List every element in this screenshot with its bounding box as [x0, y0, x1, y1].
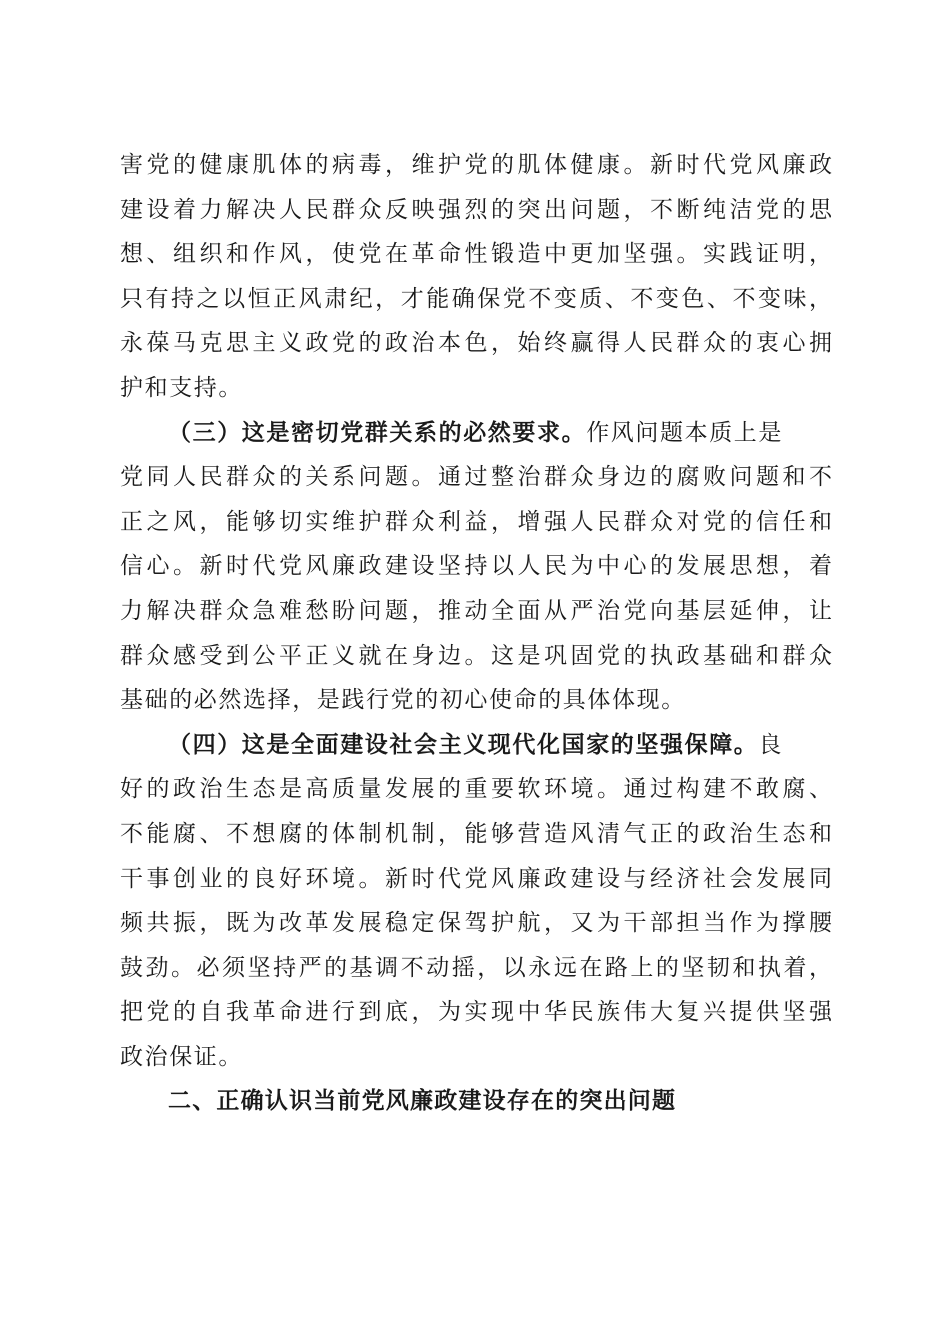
text-run: 作风问题本质上是 — [586, 419, 784, 446]
text-line: 害党的健康肌体的病毒，维护党的肌体健康。新时代党风廉政 — [120, 152, 832, 178]
text-run: 良 — [758, 731, 784, 758]
text-line — [120, 411, 832, 456]
text-line: 党同人民群众的关系问题。通过整治群众身边的腐败问题和不 — [120, 464, 832, 491]
text-line: 基础的必然选择，是践行党的初心使命的具体体现。 — [120, 687, 686, 714]
paragraph-heading: （四）这是全面建设社会主义现代化国家的坚强保障。 — [168, 731, 759, 758]
text-line: 群众感受到公平正义就在身边。这是巩固党的执政基础和群众 — [120, 642, 832, 669]
text-line: 频共振，既为改革发展稳定保驾护航，又为干部担当作为撑腰 — [120, 910, 832, 937]
paragraph-2 — [120, 411, 832, 723]
text-line: 信心。新时代党风廉政建设坚持以人民为中心的发展思想，着 — [120, 553, 832, 580]
text-line: 政治保证。 — [120, 1043, 243, 1070]
paragraph-3 — [120, 723, 832, 1080]
text-line: 把党的自我革命进行到底，为实现中华民族伟大复兴提供坚强 — [120, 999, 832, 1026]
document-body — [120, 143, 832, 1124]
paragraph-1 — [120, 143, 832, 411]
section-heading: 二、正确认识当前党风廉政建设存在的突出问题 — [168, 1088, 677, 1115]
text-line: 力解决群众急难愁盼问题，推动全面从严治党向基层延伸，让 — [120, 597, 832, 624]
text-line: 护和支持。 — [120, 374, 243, 401]
text-line: 干事创业的良好环境。新时代党风廉政建设与经济社会发展同 — [120, 865, 832, 892]
text-line: 想、组织和作风，使党在革命性锻造中更加坚强。实践证明， — [120, 241, 832, 268]
text-line: 鼓劲。必须坚持严的基调不动摇，以永远在路上的坚韧和执着， — [120, 954, 832, 981]
text-line: 永葆马克思主义政党的政治本色，始终赢得人民群众的衷心拥 — [120, 330, 832, 357]
paragraph-heading: （三）这是密切党群关系的必然要求。 — [168, 419, 587, 446]
text-line: 只有持之以恒正风肃纪，才能确保党不变质、不变色、不变味， — [120, 285, 832, 312]
text-line: 好的政治生态是高质量发展的重要软环境。通过构建不敢腐、 — [120, 776, 832, 803]
text-line — [120, 723, 832, 768]
text-line: 正之风，能够切实维护群众利益，增强人民群众对党的信任和 — [120, 508, 832, 535]
text-line: 不能腐、不想腐的体制机制，能够营造风清气正的政治生态和 — [120, 820, 832, 847]
text-line: 建设着力解决人民群众反映强烈的突出问题，不断纯洁党的思 — [120, 196, 832, 223]
